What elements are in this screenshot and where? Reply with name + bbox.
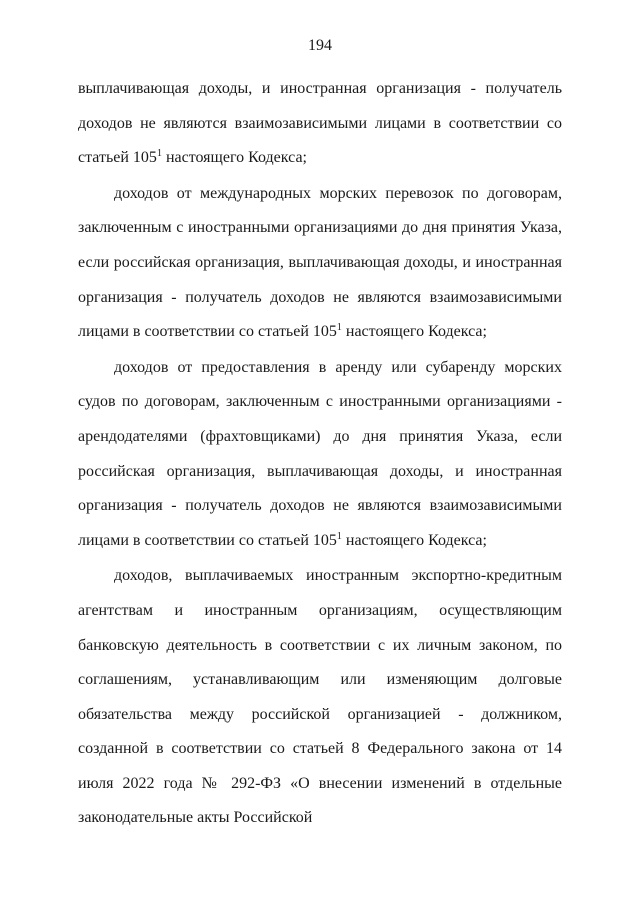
- paragraph-maritime-transport: [78, 177, 562, 350]
- paragraph-text: доходов от международных морских перевозок по договорам, заключенным с иностранными организациями до дня принятия Указа, если российская организация, выплачивающая доходы, и иностранная организация - получатель доходов не являются взаимозависимыми лицами в соответствии со статьей 105: [78, 184, 562, 341]
- paragraph-text-end: настоящего Кодекса;: [341, 323, 487, 341]
- document-body: [78, 72, 562, 836]
- paragraph-text-end: настоящего Кодекса;: [161, 149, 307, 167]
- paragraph-text-end: настоящего Кодекса;: [341, 531, 487, 549]
- article-superscript: 1: [336, 322, 342, 334]
- page-number: 194: [308, 37, 332, 54]
- paragraph-text: выплачивающая доходы, и иностранная организация - получатель доходов не являются взаимозависимыми лицами в соответствии со статьей 105: [78, 80, 562, 167]
- paragraph-continuation: [78, 72, 562, 176]
- article-superscript: 1: [336, 530, 342, 542]
- paragraph-export-credit: доходов, выплачиваемых иностранным экспортно-кредитным агентствам и иностранным организациям, осуществляющим банковскую деятельность в соответствии с их личным законом, по соглашениям, устанавливающим или изменяющим долговые обязательства между российской организацией - должником, созданной в соответствии со статьей 8 Федерального закона от 14 июля 2022 года № 292-ФЗ «О внесении изменений в отдельные законодательные акты Российской: [78, 567, 562, 827]
- paragraph-vessel-lease: [78, 351, 562, 559]
- paragraph-text: доходов от предоставления в аренду или субаренду морских судов по договорам, заключенным с иностранными организациями - арендодателями (фрахтовщиками) до дня принятия Указа, если российская организация, выплачивающая доходы, и иностранная организация - получатель доходов не являются взаимозависимыми лицами в соответствии со статьей 105: [78, 358, 562, 549]
- article-superscript: 1: [156, 148, 162, 160]
